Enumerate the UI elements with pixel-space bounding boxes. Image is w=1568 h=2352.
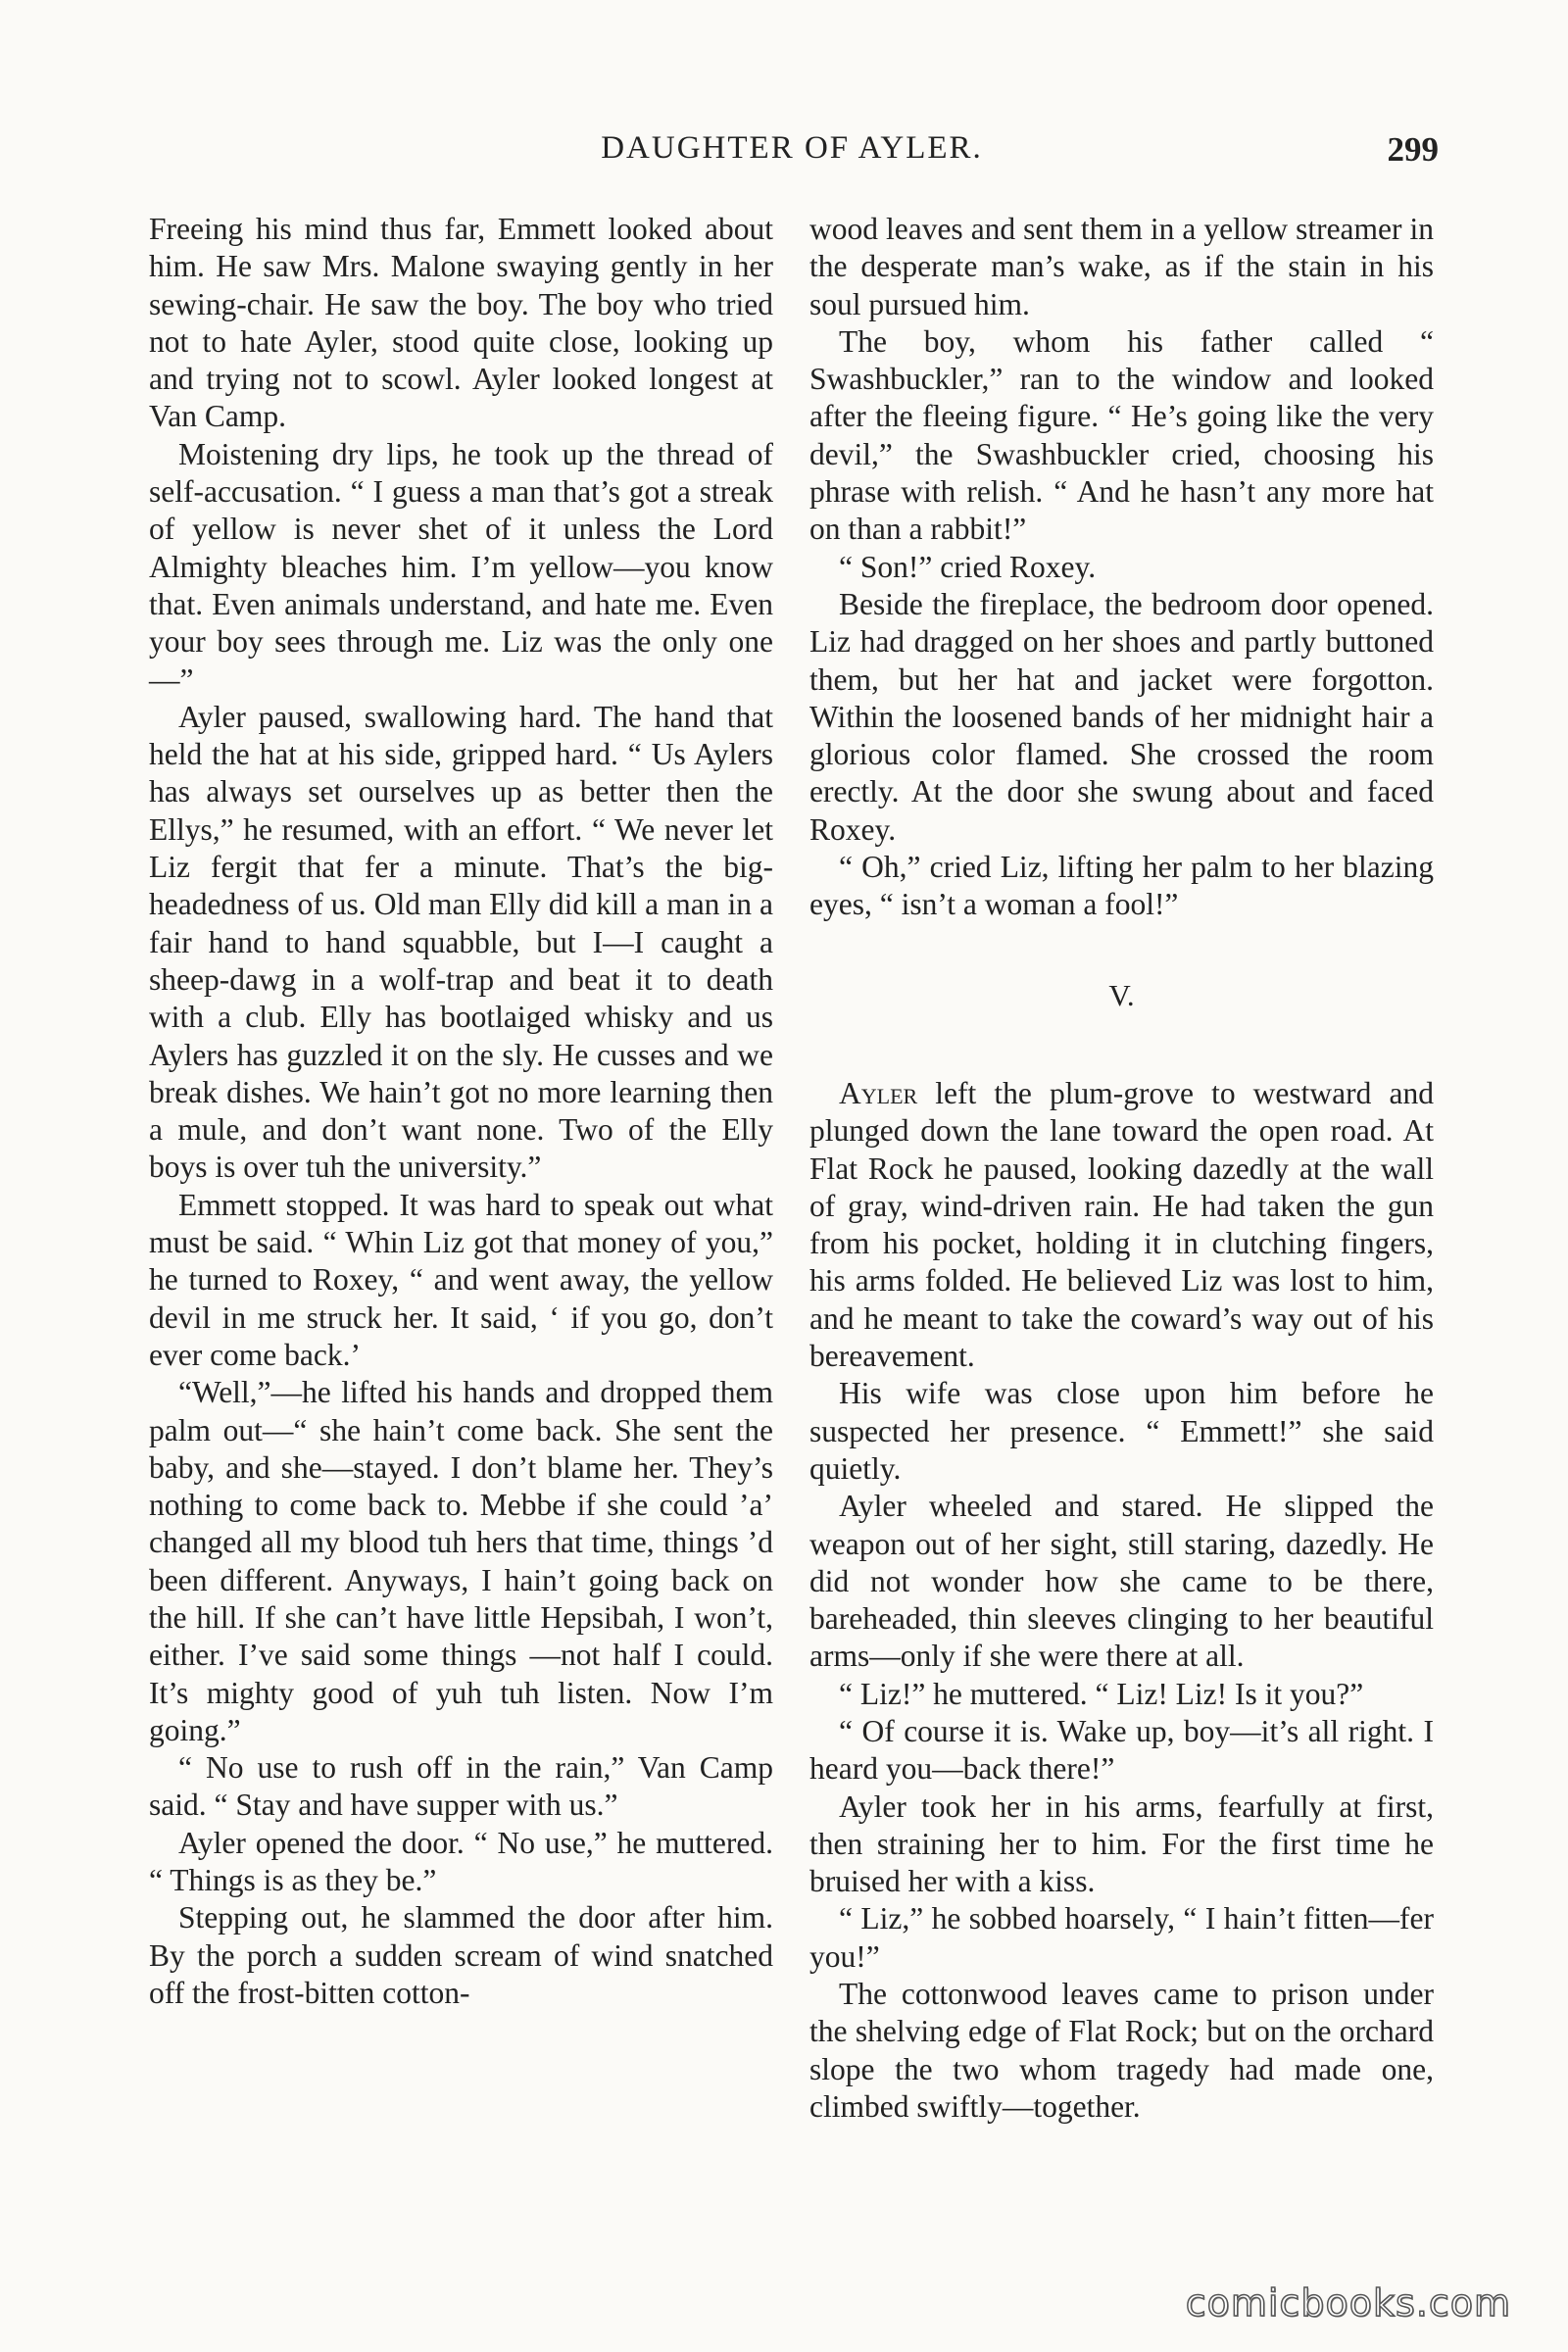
paragraph: “ Liz!” he muttered. “ Liz! Liz! Is it you?” [839,1676,1364,1711]
right-column [809,211,1434,2126]
paragraph: The cottonwood leaves came to prison under the shelving edge of Flat Rock; but on the orchard slope the two whom tragedy had made one, climbed swiftly—together. [809,1977,1434,2124]
paragraph-text: left the plum-grove to westward and plunged down the lane toward the open road. At Flat Rock he paused, looking dazedly at the wall of gray, wind-driven rain. He had taken the gun from his pocket, holding it in clutching fingers, his arms folded. He believed Liz was lost to him, and he meant to take the coward’s way out of his bereavement. [809,1075,1434,1374]
left-column [149,211,773,2012]
paragraph: “ Son!” cried Roxey. [839,549,1097,584]
paragraph: “Well,”—he lifted his hands and dropped them palm out—“ she hain’t come back. She sent the baby, and she—stayed. I don’t blame her. They’s nothing to come back to. Mebbe if she could ’a’ changed all my blood tuh hers that time, things ’d been different. Anyways, I hain’t going back on the hill. If she can’t have little Hepsibah, I won’t, either. I’ve said some things —not half I could. It’s mighty good of yuh tuh listen. Now I’m going.” [149,1375,773,1747]
page-number: 299 [1387,130,1439,169]
paragraph: Ayler opened the door. “ No use,” he muttered. “ Things is as they be.” [149,1825,773,1898]
paragraph: His wife was close upon him before he suspected her presence. “ Emmett!” she said quietly. [809,1376,1434,1486]
paragraph: The boy, whom his father called “ Swashbuckler,” ran to the window and looked after the fleeing figure. “ He’s going like the very devil,” the Swashbuckler cried, choosing his phrase with relish. “ And he hasn’t any more hat on than a rabbit!” [809,323,1434,547]
paragraph: “ Of course it is. Wake up, boy—it’s all right. I heard you—back there!” [809,1713,1434,1787]
section-opening-paragraph [809,1075,1434,1375]
running-header [145,130,1439,179]
lead-word: Ayler [839,1075,918,1110]
paragraph: Stepping out, he slammed the door after him. By the porch a sudden scream of wind snatched off the frost-bitten cotton- [149,1900,773,2010]
paragraph: Freeing his mind thus far, Emmett looked about him. He saw Mrs. Malone swaying gently in her sewing-chair. He saw the boy. The boy who tried not to hate Ayler, stood quite close, looking up and trying not to scowl. Ayler looked longest at Van Camp. [149,212,773,434]
paragraph: Moistening dry lips, he took up the thread of self-accusation. “ I guess a man that’s got a streak of yellow is never shet of it unless the Lord Almighty bleaches him. I’m yellow—you know that. Even animals understand, and hate me. Even your boy sees through me. Liz was the only one—” [149,436,773,697]
paragraph: Beside the fireplace, the bedroom door opened. Liz had dragged on her shoes and partly buttoned them, but her hat and jacket were forgotton. Within the loosened bands of her midnight hair a glorious color flamed. She crossed the room erectly. At the door she swung about and faced Roxey. [809,586,1434,847]
paragraph: Ayler wheeled and stared. He slipped the weapon out of her sight, still staring, dazedly. He did not wonder how she came to be there, bareheaded, thin sleeves clinging to her beautiful arms—only if she were there at all. [809,1489,1434,1674]
paragraph: Ayler took her in his arms, fearfully at first, then straining her to him. For the first time he bruised her with a kiss. [809,1788,1434,1899]
paragraph: “ No use to rush off in the rain,” Van Camp said. “ Stay and have supper with us.” [149,1750,773,1823]
section-heading: V. [1108,977,1135,1012]
watermark: comicbooks.com [1185,2281,1511,2325]
paragraph: wood leaves and sent them in a yellow streamer in the desperate man’s wake, as if the stain in his soul pursued him. [809,212,1434,321]
running-title: DAUGHTER OF AYLER. [601,130,983,166]
paragraph: Ayler paused, swallowing hard. The hand that held the hat at his side, gripped hard. “ Us Aylers has always set ourselves up as better then the Ellys,” he resumed, with an effort. “ We never let Liz fergit that fer a minute. That’s the big-headedness of us. Old man Elly did kill a man in a fair hand to hand squabble, but I—I caught a sheep-dawg in a wolf-trap and beat it to death with a club. Elly has bootlaiged whisky and us Aylers has guzzled it on the sly. He cusses and we break dishes. We hain’t got no more learning then a mule, and don’t want none. Two of the Elly boys is over tuh the university.” [149,699,773,1185]
paragraph: “ Oh,” cried Liz, lifting her palm to her blazing eyes, “ isn’t a woman a fool!” [809,850,1434,922]
paragraph: “ Liz,” he sobbed hoarsely, “ I hain’t fitten—fer you!” [809,1901,1434,1974]
paragraph: Emmett stopped. It was hard to speak out what must be said. “ Whin Liz got that money of you,” he turned to Roxey, “ and went away, the yellow devil in me struck her. It said, ‘ if you go, don’t ever come back.’ [149,1187,773,1372]
